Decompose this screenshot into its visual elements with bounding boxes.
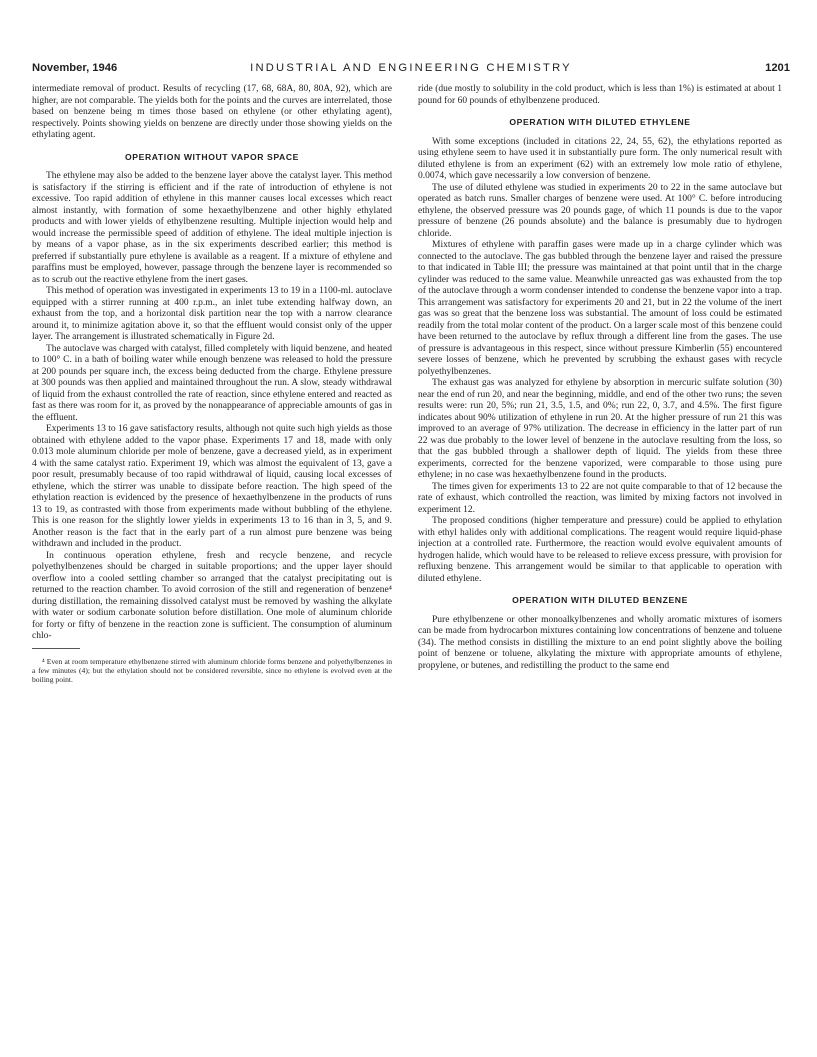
- journal-title: INDUSTRIAL AND ENGINEERING CHEMISTRY: [250, 62, 572, 74]
- paragraph: Experiments 13 to 16 gave satisfactory results, although not quite such high yields as those obtained with ethylene added to the vapor phase. Experiments 17 and 18, made with only 0.013 mole aluminum chloride per mole of benzene, gave a decreased yield, as in experiment 4 with the same catalyst ratio. Experiment 19, which was almost the equivalent of 13, gave a poor result, presumably because of too rapid withdrawal of liquid, causing local excesses of ethylene, which the stirrer was unable to dissipate before reaction. The high speed of the ethylation reaction is evidenced by the presence of hexaethylbenzene in the products of runs 13 to 19, as contrasted with those from experiments made without bubbling of the ethylene. This is one reason for the slightly lower yields in experiments 13 to 16 than in 3, 5, and 9. Another reason is the fact that in the early part of a run almost pure benzene was being withdrawn and included in the product.: [32, 424, 392, 549]
- paragraph: This method of operation was investigated in experiments 13 to 19 in a 1100-ml. autoclave equipped with a stirrer running at 400 r.p.m., an inlet tube extending halfway down, an exhaust from the top, and a horizontal disk partition near the top with a narrow clearance around it, to minimize agitation above it, so that the effluent would consist only of the upper layer. The arrangement is illustrated schematically in Figure 2d.: [32, 286, 392, 342]
- paragraph: The times given for experiments 13 to 22 are not quite comparable to that of 12 because the rate of exhaust, which controlled the reaction, was limited by mixing factors not involved in experiment 12.: [418, 481, 782, 515]
- section-heading-without-vapor-space: OPERATION WITHOUT VAPOR SPACE: [125, 151, 299, 162]
- paragraph: ride (due mostly to solubility in the cold product, which is less than 1%) is estimated at about 1 pound for 60 pounds of ethylbenzene produced.: [418, 84, 782, 106]
- section-heading-diluted-benzene: OPERATION WITH DILUTED BENZENE: [512, 595, 688, 605]
- paragraph: The autoclave was charged with catalyst, filled completely with liquid benzene, and heated to 100° C. in a bath of boiling water while enough benzene was released to hold the pressure at 200 pounds per square inch, the excess being deducted from the charge. Ethylene pressure at 300 pounds was then applied and maintained throughout the run. A slow, steady withdrawal of liquid from the exhaust controlled the rate of reaction, since ethylene entered and reacted as fast as there was room for it, as proved by the nonappearance of appreciable amounts of gas in the effluent.: [32, 343, 392, 423]
- page-header: [32, 62, 790, 78]
- paragraph: The proposed conditions (higher temperature and pressure) could be applied to ethylation with ethyl halides only with additional complications. The reagent would require liquid-phase injection at a controlled rate. Furthermore, the reaction would evolve equivalent amounts of hydrogen halide, which would have to be released to relieve excess pressure, with provision for refluxing benzene. This arrangement would be similar to that applicable to operation with diluted ethylene.: [418, 516, 782, 584]
- paragraph: The use of diluted ethylene was studied in experiments 20 to 22 in the same autoclave but operated as batch runs. Smaller charges of benzene were used. At 100° C. before introducing ethylene, the observed pressure was 20 pounds gage, of which 11 pounds is due to the vapor pressure of benzene (26 pounds absolute) and the balance is presumably due to hydrogen chloride.: [418, 182, 782, 239]
- paragraph: The ethylene may also be added to the benzene layer above the catalyst layer. This method is satisfactory if the stirring is efficient and if the rate of introduction of ethylene is not excessive. Too rapid addition of ethylene in this manner causes local excesses which react almost instantly, with formation of some hexaethylbenzene and other highly ethylated products and with lower yields of ethylbenzene resulting. Multiple injection would help and would increase the permissible speed of addition of ethylene. The ideal multiple injection is by means of a vapor phase, as in the six experiments described earlier; this method is preferred if substantially pure ethylene is available as a reagent. If a mixture of ethylene and paraffins must be employed, however, passage through the benzene layer is recommended so as to scrub out the reactive ethylene from the inert gases.: [32, 171, 392, 285]
- right-column: [418, 84, 782, 1019]
- paragraph: Pure ethylbenzene or other monoalkylbenzenes and wholly aromatic mixtures of isomers can be made from hydrocarbon mixtures containing low concentrations of benzene and toluene (34). The method consists in distilling the mixture to an end point slightly above the boiling point of benzene or toluene, alkylating the mixture with appropriate amounts of ethylene, propylene, or butenes, and redistilling the product to the same end: [418, 614, 782, 671]
- footnote: [32, 657, 392, 684]
- paragraph: intermediate removal of product. Results of recycling (17, 68, 68A, 80, 80A, 92), which are higher, are not comparable. The yields both for the points and the curves are interrelated, those based on benzene being m times those based on ethylene (or other ethylating agent), respectively. Points showing yields on benzene are directly under those showing yields on the ethylating agent.: [32, 84, 392, 140]
- paragraph: Mixtures of ethylene with paraffin gases were made up in a charge cylinder which was connected to the autoclave. The gas bubbled through the benzene layer and raised the pressure to that indicated in Table III; the pressure was maintained at that point until that in the charge cylinder was reduced to the same value. Meanwhile unreacted gas was exhausted from the top of the autoclave through a worm condenser intended to condense the benzene vapor into a trap. This arrangement was satisfactory for experiments 20 and 21, but in 22 the volume of the inert gas was so great that the benzene loss was substantial. The amount of loss could be estimated readily from the total molar content of the product. On a larger scale most of this benzene could have been returned to the autoclave by reflux through a different line from the gases. The use of pressure is advantageous in this respect, since without pressure Kimberlin (55) encountered severe losses of benzene, which he prevented by scrubbing the exhaust gases with recycle polyethylbenzenes.: [418, 240, 782, 377]
- paragraph: In continuous operation ethylene, fresh and recycle benzene, and recycle polyethylbenzenes should be charged in suitable proportions; and the upper layer should overflow into a cooled settling chamber so arranged that the catalyst precipitating out is returned to the reaction chamber. To avoid corrosion of the still and regeneration of benzene⁴ during distillation, the remaining dissolved catalyst must be removed by washing the alkylate with water or sodium carbonate solution before distillation. One mole of aluminum chloride for forty or fifty of benzene in the reaction zone is sufficient. The consumption of aluminum chlo-: [32, 550, 392, 641]
- paragraph: With some exceptions (included in citations 22, 24, 55, 62), the ethylations reported as using ethylene seem to have used it in substantially pure form. The only numerical result with diluted ethylene is from an experiment (62) with an extremely low mole ratio of ethylene, 0.0074, which gave necessarily a low conversion of benzene.: [418, 136, 782, 181]
- page-number: 1201: [765, 62, 790, 74]
- left-column: [32, 84, 392, 1019]
- section-heading-diluted-ethylene: OPERATION WITH DILUTED ETHYLENE: [509, 117, 691, 127]
- footnote-text: ⁴ Even at room temperature ethylbenzene stirred with aluminum chloride forms benzene and polyethylbenzenes in a few minutes (4); but the ethylation should not be considered reversible, since no ethylene is evolved even at the boiling point.: [32, 656, 392, 684]
- paragraph: The exhaust gas was analyzed for ethylene by absorption in mercuric sulfate solution (30) near the end of run 20, and near the beginning, middle, and end of the other two runs; the seven results were: run 20, 5%; run 21, 3.5, 1.5, and 0%; run 22, 0, 3.7, and 4.5%. The first figure indicates about 90% utilization of ethylene in run 20. At the higher pressure of run 21 this was improved to an average of 97% utilization. The decrease in efficiency in the latter part of run 22 was due probably to the lower level of benzene in the autoclave resulting from the loss, so that the gas bubbled through a shallower depth of liquid. The yields from these three experiments, corrected for the benzene vaporized, were comparable to those using pure ethylene; in no case was hexaethylbenzene found in the products.: [418, 378, 782, 480]
- footnote-rule: [32, 648, 80, 649]
- issue-date: November, 1946: [32, 62, 118, 74]
